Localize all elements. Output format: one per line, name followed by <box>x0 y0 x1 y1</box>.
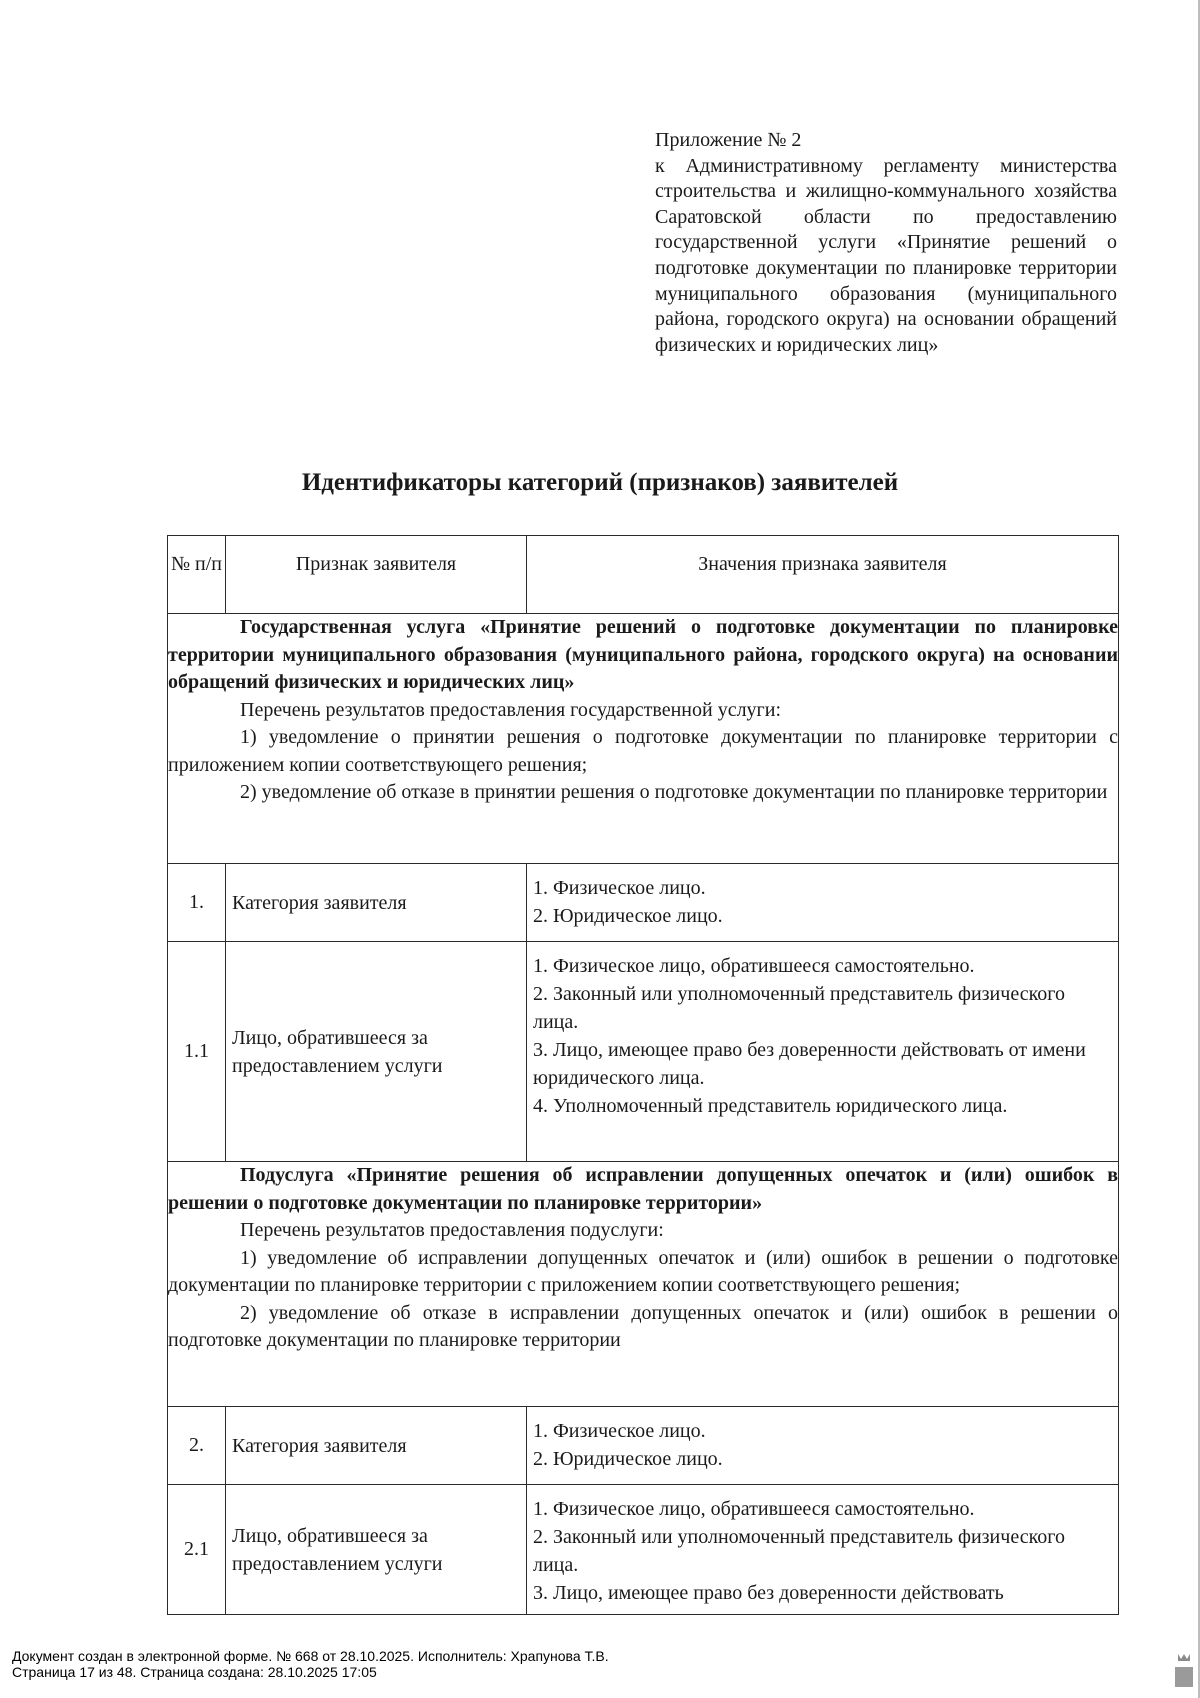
row2-value-2: 2. Юридическое лицо. <box>533 1448 723 1470</box>
row1-value-2: 2. Юридическое лицо. <box>533 905 723 927</box>
row1-1-value-2: 2. Законный или уполномоченный представитель физического лица. <box>533 983 1065 1033</box>
header-sign: Признак заявителя <box>226 536 527 614</box>
section1-title: Государственная услуга «Принятие решений о подготовке документации по планировке территории муниципального образования (муниципального района, городского округа) на основании обращений физических и юридических лиц» <box>168 616 1118 693</box>
appendix-title: Приложение № 2 <box>655 129 802 151</box>
document-footer <box>12 1648 609 1680</box>
section1-item2: 2) уведомление об отказе в принятии решения о подготовке документации по планировке территории <box>240 781 1108 803</box>
appendix-block <box>655 128 1117 358</box>
applicant-categories-table <box>167 535 1119 1615</box>
section2-intro: Перечень результатов предоставления подуслуги: <box>240 1219 664 1241</box>
row2-1-values <box>527 1485 1119 1615</box>
appendix-body: к Административному регламенту министерства строительства и жилищно-коммунального хозяйства Саратовской области по предоставлению государственной услуги «Принятие решений о подготовке документации по планировке территории муниципального образования (муниципального района, городского округа) на основании обращений физических и юридических лиц» <box>655 154 1117 356</box>
document-stamp-icon <box>1174 1650 1194 1690</box>
section-row-2 <box>168 1162 1119 1407</box>
row2-value-1: 1. Физическое лицо. <box>533 1420 706 1442</box>
row1-sign: Категория заявителя <box>226 864 527 942</box>
header-value: Значения признака заявителя <box>527 536 1119 614</box>
table-row <box>168 1485 1119 1615</box>
footer-line-1: Документ создан в электронной форме. № 668 от 28.10.2025. Исполнитель: Храпунова Т.В. <box>12 1648 609 1664</box>
table-header-row <box>168 536 1119 614</box>
row2-1-value-3: 3. Лицо, имеющее право без доверенности действовать <box>533 1582 1004 1604</box>
row2-1-sign: Лицо, обратившееся за предоставлением услуги <box>226 1485 527 1615</box>
header-num: № п/п <box>168 536 226 614</box>
section2-item2: 2) уведомление об отказе в исправлении допущенных опечаток и (или) ошибок в решении о подготовке документации по планировке территории <box>168 1301 1118 1351</box>
section2-title: Подуслуга «Принятие решения об исправлении допущенных опечаток и (или) ошибок в решении о подготовке документации по планировке территории» <box>168 1164 1118 1214</box>
row1-value-1: 1. Физическое лицо. <box>533 877 706 899</box>
row2-values <box>527 1407 1119 1485</box>
section1-item1: 1) уведомление о принятии решения о подготовке документации по планировке территории с приложением копии соответствующего решения; <box>168 726 1118 776</box>
section1-intro: Перечень результатов предоставления государственной услуги: <box>240 698 782 721</box>
row2-1-num: 2.1 <box>168 1485 226 1615</box>
table-row <box>168 942 1119 1162</box>
row1-1-values <box>527 942 1119 1162</box>
row2-sign: Категория заявителя <box>226 1407 527 1485</box>
section-cell-1 <box>168 614 1119 864</box>
row1-1-value-3: 3. Лицо, имеющее право без доверенности действовать от имени юридического лица. <box>533 1039 1086 1089</box>
row1-1-value-1: 1. Физическое лицо, обратившееся самостоятельно. <box>533 955 975 977</box>
footer-line-2: Страница 17 из 48. Страница создана: 28.10.2025 17:05 <box>12 1664 377 1680</box>
row1-1-value-4: 4. Уполномоченный представитель юридического лица. <box>533 1095 1008 1117</box>
document-title: Идентификаторы категорий (признаков) заявителей <box>301 469 899 496</box>
row1-1-num: 1.1 <box>168 942 226 1162</box>
row2-1-value-2: 2. Законный или уполномоченный представитель физического лица. <box>533 1526 1065 1576</box>
section-cell-2 <box>168 1162 1119 1407</box>
table-row <box>168 1407 1119 1485</box>
row1-1-sign: Лицо, обратившееся за предоставлением услуги <box>226 942 527 1162</box>
row1-num: 1. <box>168 864 226 942</box>
row2-1-value-1: 1. Физическое лицо, обратившееся самостоятельно. <box>533 1498 975 1520</box>
section-row-1 <box>168 614 1119 864</box>
row1-values <box>527 864 1119 942</box>
section2-item1: 1) уведомление об исправлении допущенных опечаток и (или) ошибок в решении о подготовке документации по планировке территории с приложением копии соответствующего решения; <box>168 1246 1118 1296</box>
row2-num: 2. <box>168 1407 226 1485</box>
table-row <box>168 864 1119 942</box>
